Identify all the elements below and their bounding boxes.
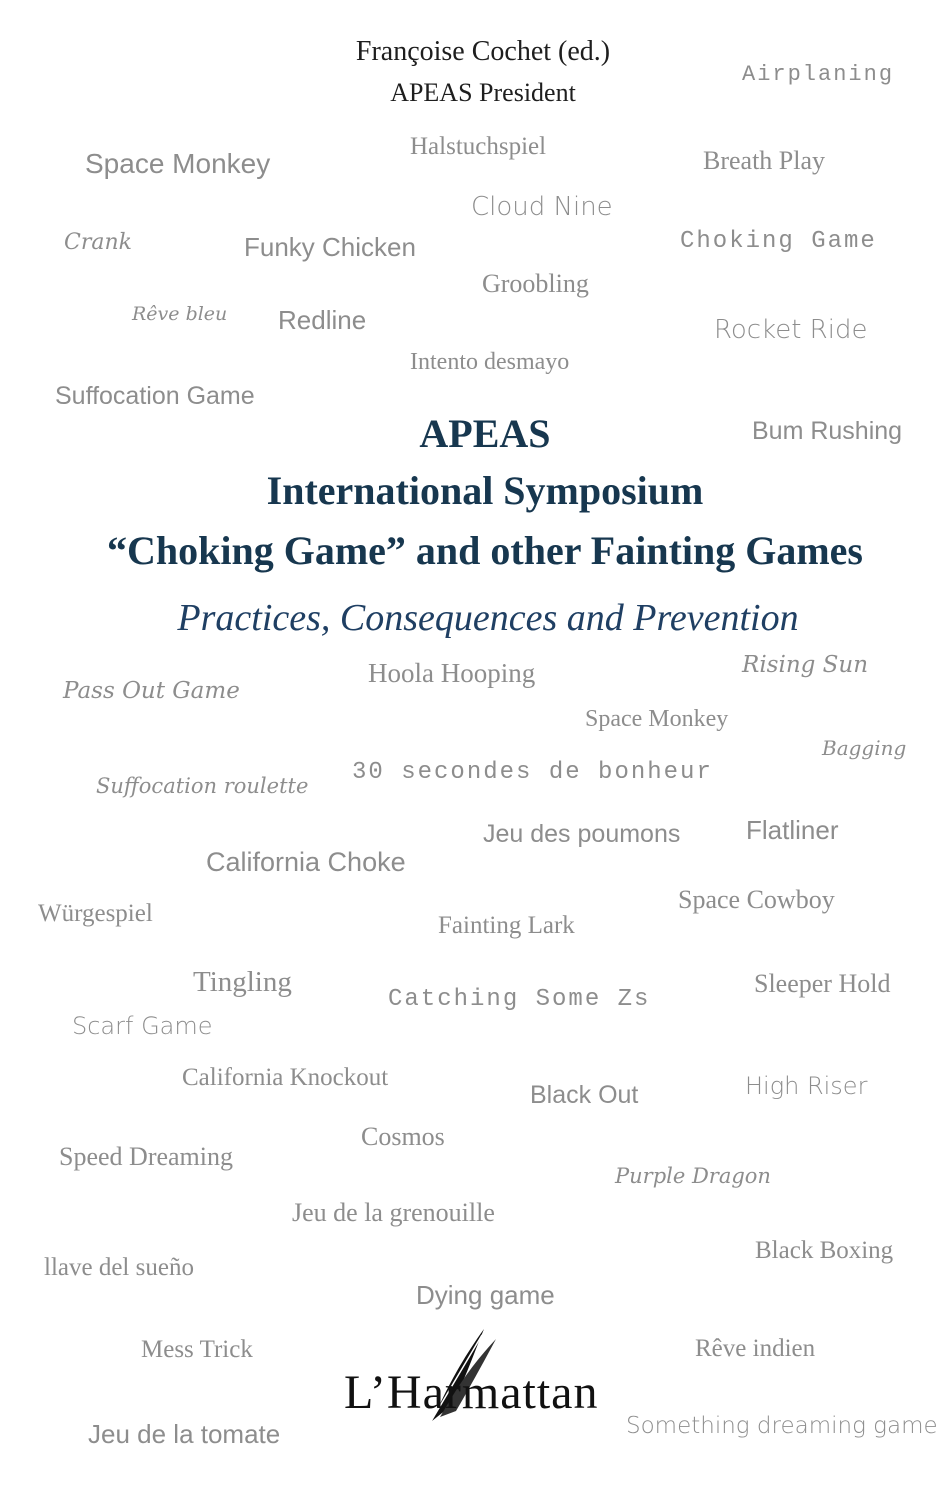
word-mess-trick: Mess Trick [141,1336,253,1363]
word-redline: Redline [278,305,367,335]
word-jeu-tomate: Jeu de la tomate [88,1419,281,1449]
word-rocket-ride: Rocket Ride [714,315,868,345]
word-halstuchspiel: Halstuchspiel [410,133,547,160]
word-jeu-grenouille: Jeu de la grenouille [292,1198,495,1227]
word-flatliner: Flatliner [746,815,839,845]
title-line-1: APEAS [419,411,551,456]
word-speed-dreaming: Speed Dreaming [59,1142,234,1171]
word-catching-zs: Catching Some Zs [388,986,651,1013]
word-fainting-lark: Fainting Lark [438,912,575,939]
word-suffocation-roulette: Suffocation roulette [96,774,309,798]
word-hoola-hooping: Hoola Hooping [368,658,536,688]
word-rising-sun: Rising Sun [742,652,869,678]
word-space-monkey-2: Space Monkey [585,706,729,732]
word-space-cowboy: Space Cowboy [678,885,835,914]
word-pass-out-game: Pass Out Game [63,678,240,704]
word-bagging: Bagging [822,736,907,760]
publisher-logo [344,1325,634,1425]
subtitle: Practices, Consequences and Prevention [177,597,799,639]
word-scarf-game: Scarf Game [72,1012,213,1040]
editor-role: APEAS President [390,78,576,107]
word-airplaning: Airplaning [742,62,895,87]
word-cloud-nine: Cloud Nine [471,192,613,222]
word-reve-bleu: Rêve bleu [132,303,228,325]
word-black-out: Black Out [530,1081,639,1109]
title-line-2: International Symposium [266,468,704,513]
word-llave-sueno: llave del sueño [44,1254,194,1281]
word-jeu-des-poumons: Jeu des poumons [483,820,681,848]
publisher-name: L’Harmattan [344,1366,599,1419]
editor-name: Françoise Cochet (ed.) [355,36,611,67]
title-line-3: “Choking Game” and other Fainting Games [107,528,863,573]
word-breath-play: Breath Play [703,146,826,175]
word-reve-indien: Rêve indien [695,1335,816,1362]
word-purple-dragon: Purple Dragon [615,1164,771,1188]
word-crank: Crank [64,230,132,255]
word-groobling: Groobling [482,269,589,298]
word-suffocation-game: Suffocation Game [55,382,255,410]
word-sleeper-hold: Sleeper Hold [754,969,891,998]
word-space-monkey: Space Monkey [85,148,271,179]
word-california-knockout: California Knockout [182,1064,389,1091]
word-intento-desmayo: Intento desmayo [410,349,570,375]
word-something-dreaming: Something dreaming game [626,1413,938,1439]
word-california-choke: California Choke [206,847,406,877]
word-black-boxing: Black Boxing [755,1237,894,1264]
word-high-riser: High Riser [745,1072,868,1100]
word-wurgespiel: Würgespiel [38,900,153,927]
word-funky-chicken: Funky Chicken [244,232,416,262]
word-dying-game: Dying game [416,1280,555,1310]
word-cosmos: Cosmos [361,1122,445,1151]
word-30-secondes: 30 secondes de bonheur [352,759,713,786]
word-choking-game: Choking Game [680,228,877,255]
word-bum-rushing: Bum Rushing [752,417,903,445]
word-tingling: Tingling [193,966,292,998]
